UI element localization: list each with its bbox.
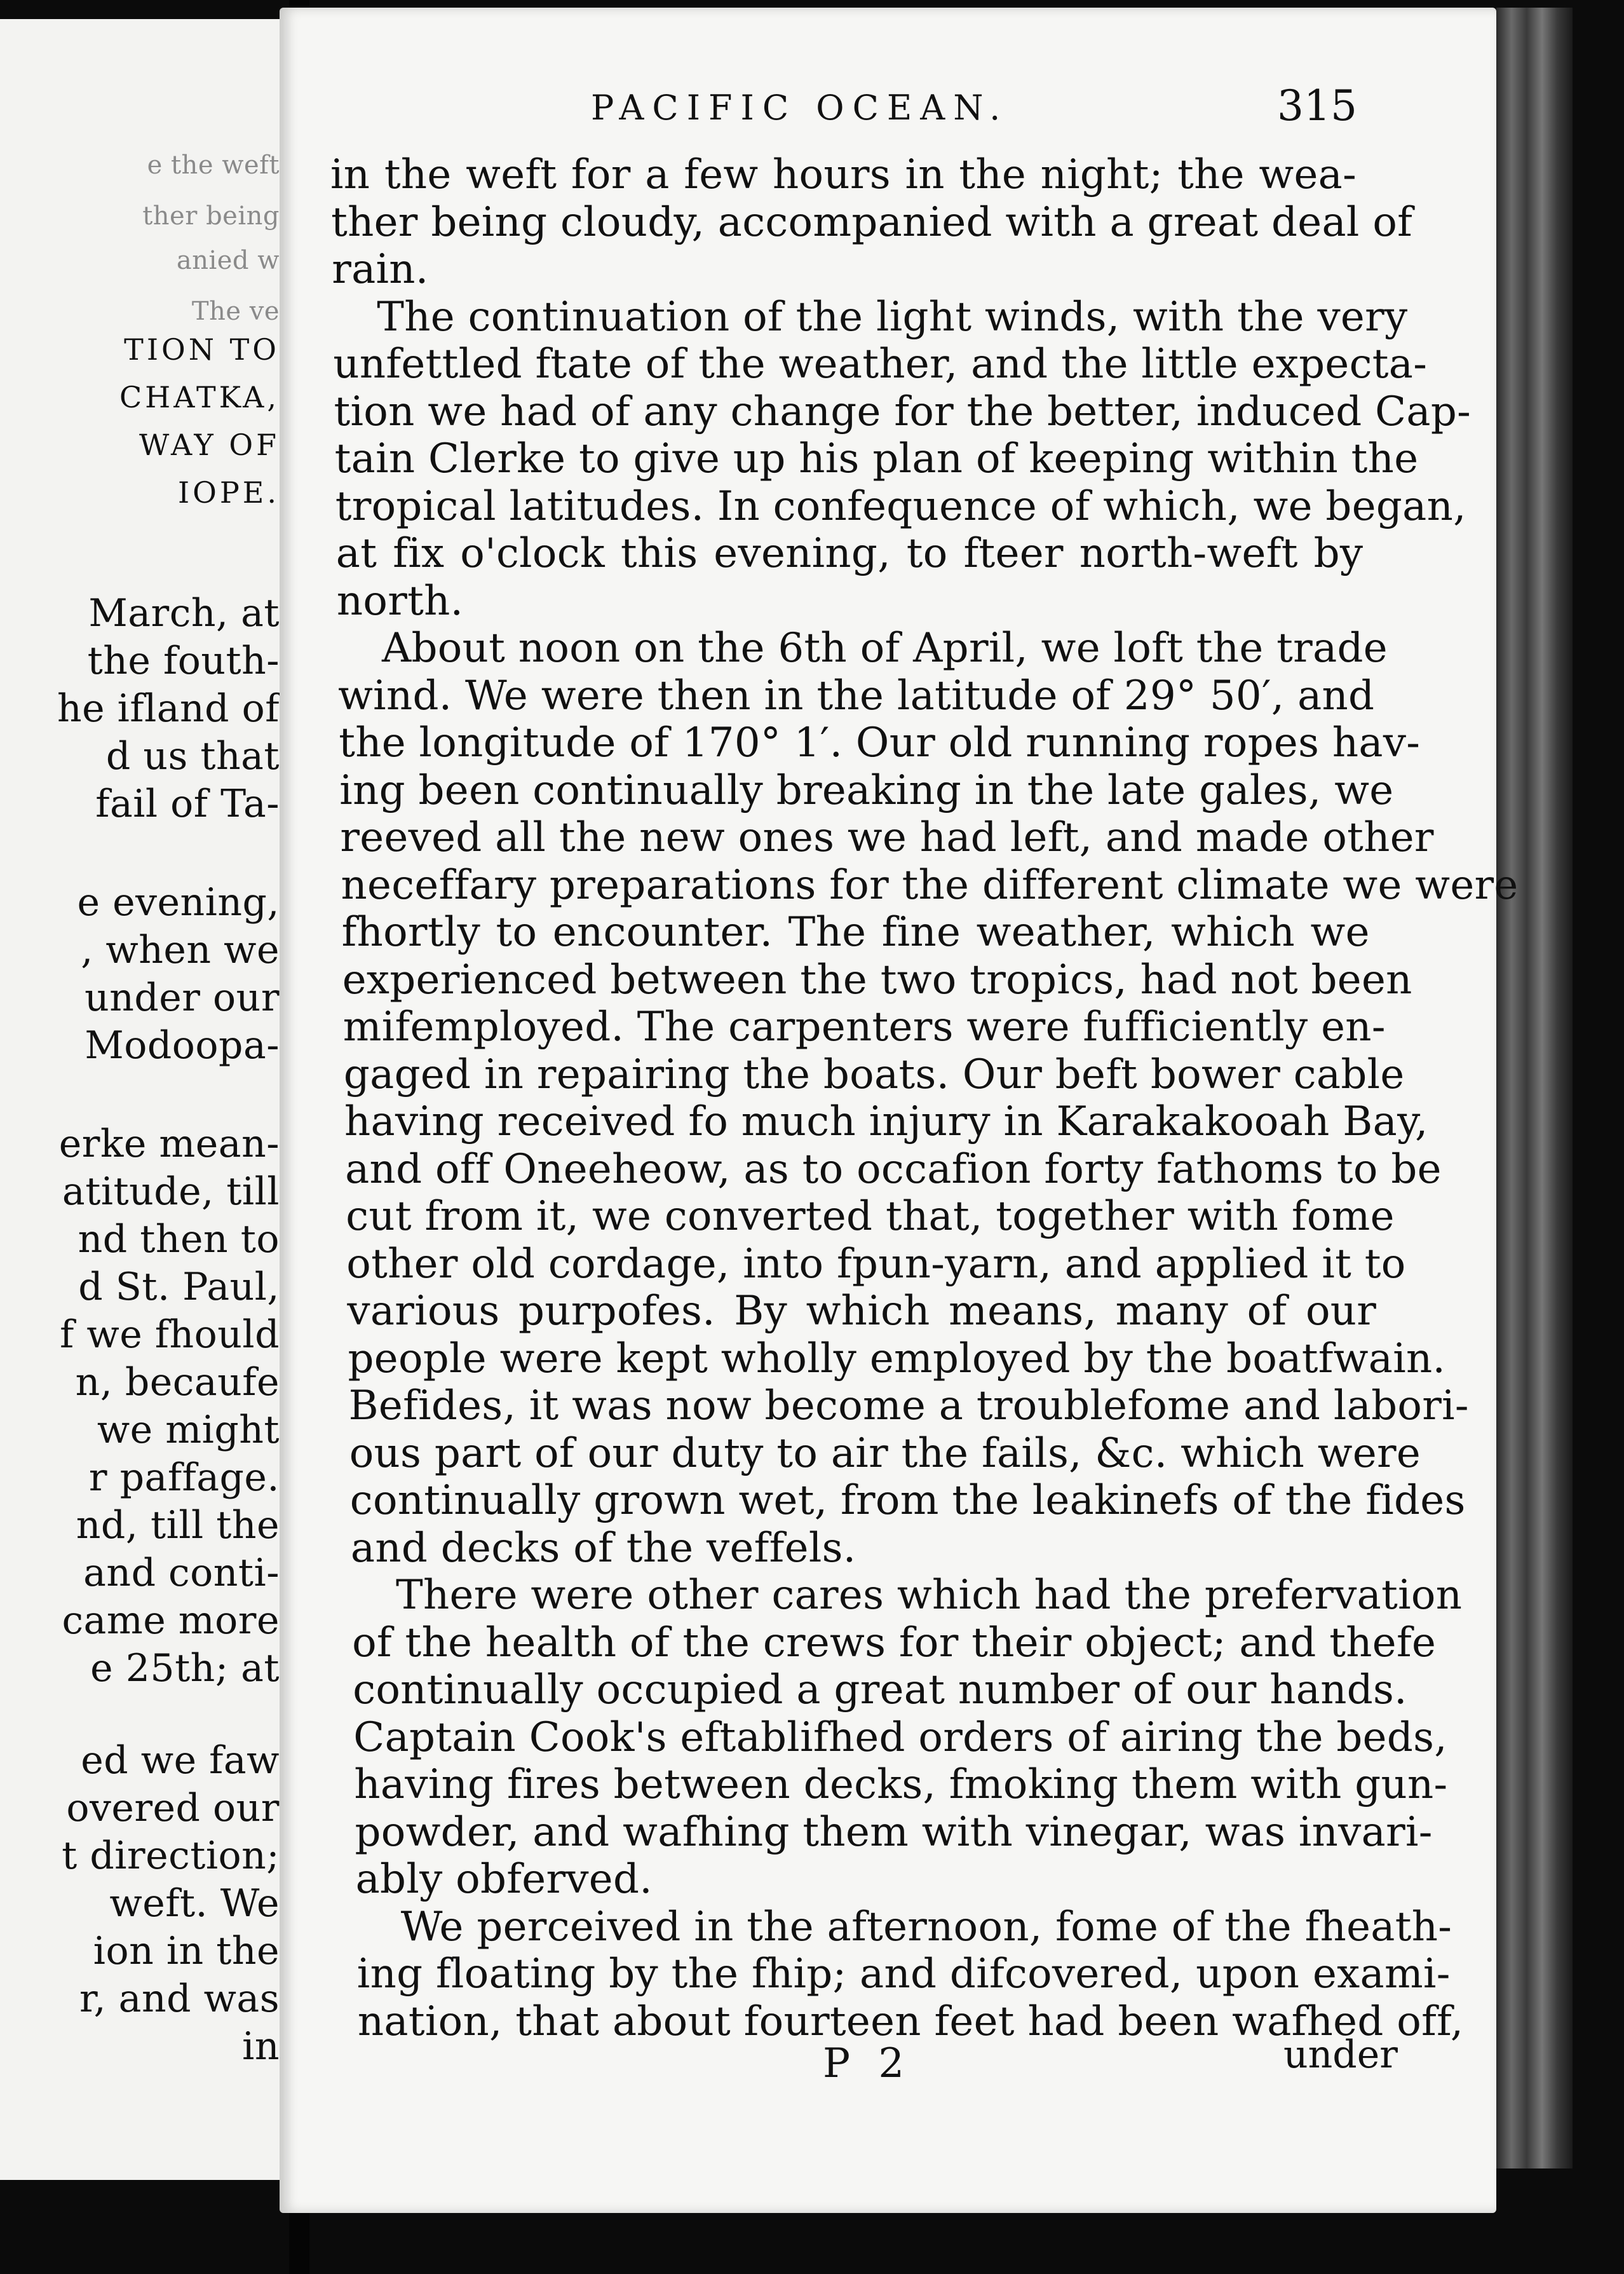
body-text-line: Befides, it was now become a troublefome and labori- (348, 1382, 1469, 1429)
body-text-line: various purpofes. By which means, many of our (347, 1288, 1377, 1335)
facing-page-line: Modoopa- (85, 1023, 280, 1068)
facing-page-line: d St. Paul, (78, 1265, 280, 1309)
body-text-line: About noon on the 6th of April, we loft the trade (382, 625, 1388, 672)
facing-page-line: erke mean- (58, 1122, 280, 1166)
body-text-line: reeved all the new ones we had left, and made other (340, 814, 1434, 861)
body-text-line: having fires between decks, fmoking them with gun- (354, 1761, 1448, 1808)
facing-page-line: WAY OF (139, 428, 280, 462)
body-text-line: tropical latitudes. In confequence of which, we began, (335, 482, 1466, 530)
facing-page-line: t direction; (62, 1834, 280, 1878)
facing-page-line: ed we faw (81, 1738, 280, 1783)
body-text-line: There were other cares which had the prefervation (396, 1572, 1463, 1619)
body-text-line: We perceived in the afternoon, fome of the fheath- (400, 1903, 1452, 1951)
body-text-line: ther being cloudy, accompanied with a great deal of (331, 198, 1413, 246)
page-number: 315 (1277, 81, 1357, 130)
body-text-line: ing floating by the fhip; and difcovered, upon exami- (356, 1951, 1451, 1998)
body-text-line: tion we had of any change for the better, induced Cap- (334, 388, 1472, 435)
facing-page-line: overed our (66, 1786, 280, 1830)
body-text-line: ous part of our duty to air the fails, &c. which were (349, 1429, 1421, 1477)
facing-page-line: , when we (81, 928, 280, 972)
facing-page-line: r paffage. (88, 1455, 280, 1500)
body-text-line: other old cordage, into fpun-yarn, and applied it to (346, 1240, 1406, 1288)
body-text-line: the longitude of 170° 1′. Our old running ropes hav- (339, 719, 1421, 766)
facing-page-line: CHATKA, (119, 380, 280, 414)
body-text-line: fhortly to encounter. The fine weather, which we (341, 909, 1370, 956)
signature-mark: P 2 (823, 2040, 912, 2087)
body-text-line: ably obferved. (355, 1856, 653, 1903)
facing-page-line: and conti- (83, 1551, 280, 1595)
body-text-line: in the weft for a few hours in the night; the wea- (330, 151, 1357, 198)
facing-page-line: f we fhould (60, 1312, 280, 1357)
facing-page-line: in (242, 2024, 280, 2069)
facing-page-line: came more (62, 1598, 280, 1643)
catchword: under (1283, 2032, 1398, 2077)
facing-page-line: r, and was (79, 1977, 280, 2021)
body-text-line: continually occupied a great number of our hands. (353, 1666, 1407, 1713)
facing-page-line: weft. We (109, 1881, 280, 1926)
body-text-line: neceffary preparations for the different climate we were (341, 861, 1519, 909)
body-text-line: gaged in repairing the boats. Our beft bower cable (343, 1051, 1405, 1098)
body-text-line: and decks of the veffels. (350, 1524, 856, 1572)
body-text-line: and off Oneeheow, as to occafion forty fathoms to be (345, 1145, 1442, 1193)
facing-page-line: d us that (105, 734, 280, 779)
body-text-line: ing been continually breaking in the late gales, we (339, 766, 1394, 814)
facing-page-line: nd then to (78, 1217, 280, 1262)
body-text-line: having received fo much injury in Karakakooah Bay, (344, 1098, 1428, 1145)
facing-page-line: nd, till the (76, 1503, 280, 1548)
facing-page-line: e 25th; at (90, 1646, 280, 1691)
facing-page-line: fail of Ta- (95, 782, 280, 826)
facing-page-line: TION TO (124, 332, 280, 367)
body-text-line: rain. (332, 246, 429, 293)
facing-page-line: n, becaufe (75, 1360, 280, 1405)
body-text-line: north. (336, 577, 464, 625)
body-text-line: The continuation of the light winds, with the very (377, 293, 1408, 341)
facing-page-line: March, at (88, 591, 280, 636)
body-text-line: people were kept wholly employed by the boatfwain. (348, 1335, 1446, 1382)
running-head: PACIFIC OCEAN. (591, 88, 1009, 128)
body-text-line: experienced between the two tropics, had not been (342, 956, 1412, 1004)
body-text-line: cut from it, we converted that, together with fome (346, 1193, 1395, 1240)
body-text-line: mifemployed. The carpenters were fufficiently en- (342, 1004, 1386, 1051)
facing-page-line: atitude, till (62, 1169, 280, 1214)
facing-page-line: e the weft (147, 151, 280, 180)
body-text-line: wind. We were then in the latitude of 29° 50′, and (338, 672, 1375, 719)
facing-page-line: ther being (142, 201, 280, 231)
body-text-line: continually grown wet, from the leakinefs of the fides (349, 1477, 1466, 1524)
facing-page-line: we might (97, 1408, 280, 1452)
facing-page-line: he ifland of (57, 686, 280, 731)
body-text-line: powder, and wafhing them with vinegar, was invari- (355, 1808, 1433, 1856)
facing-page-line: The ve (191, 297, 280, 326)
body-text-line: of the health of the crews for their object; and thefe (352, 1619, 1437, 1666)
body-text-line: at fix o'clock this evening, to fteer north-weft by (335, 530, 1363, 577)
facing-page-line: e evening, (77, 880, 280, 925)
facing-page-line: anied w (176, 246, 280, 275)
facing-page-line: under our (85, 976, 280, 1020)
facing-page-line: the fouth- (87, 639, 280, 683)
body-text-line: unfettled ftate of the weather, and the little expecta- (333, 341, 1428, 388)
body-text-line: nation, that about fourteen feet had been wafhed off, (357, 1998, 1464, 2045)
body-text-line: Captain Cook's eftablifhed orders of airing the beds, (353, 1713, 1447, 1761)
body-text-line: tain Clerke to give up his plan of keeping within the (334, 435, 1419, 482)
facing-page-line: IOPE. (177, 475, 280, 510)
facing-page-line: ion in the (93, 1929, 280, 1973)
